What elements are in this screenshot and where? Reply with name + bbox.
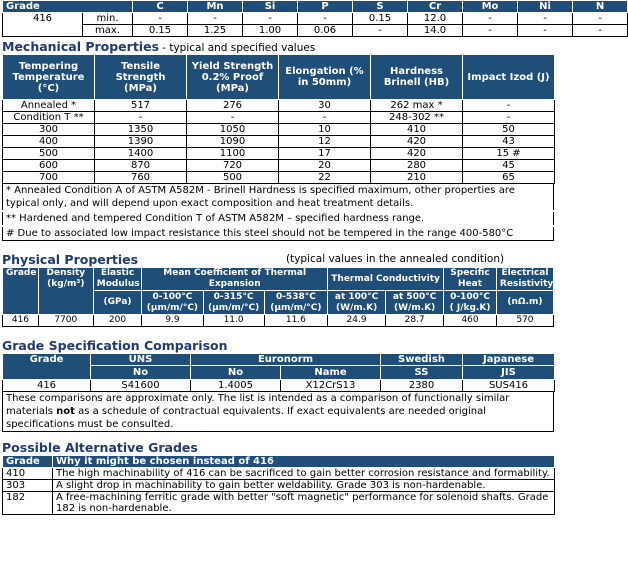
alternative-reason: The high machinability of 416 can be sacrificed to gain better corrosion resistance and formability. [53,468,555,480]
mechanical-cell: 20 [279,160,371,172]
comparison-note-start: These comparisons are approximate only. The list is intended as a comparison of functionally similar materials [6,393,510,417]
composition-cell: max. [83,25,133,37]
physical-header-modulus-unit: (GPa) [93,291,142,315]
mechanical-cell: 10 [279,124,371,136]
physical-header-expansion: Mean Coefficient of Thermal Expansion [142,268,328,291]
composition-cell: - [298,13,353,25]
physical-header-exp3: 0-538°C (µm/m/°C) [264,291,327,315]
mechanical-cell: 1090 [187,136,279,148]
physical-heading [2,252,554,267]
mechanical-header-cell: Yield Strength 0.2% Proof (MPa) [187,55,279,100]
alternative-row [3,480,555,492]
comparison-header-euronorm: Euronorm [191,354,381,366]
mechanical-header-cell: Hardness Brinell (HB) [371,55,463,100]
mechanical-title: Mechanical Properties [2,39,160,54]
comparison-row [3,380,555,392]
mechanical-cell: 1400 [95,148,187,160]
alternative-grade: 182 [3,492,53,515]
mechanical-cell: Annealed * [3,100,95,112]
mechanical-cell: - [463,112,555,124]
composition-cell: 12.0 [408,13,463,25]
mechanical-cell: 500 [187,172,279,184]
physical-header-density-unit: (kg/m³) [47,279,85,289]
mechanical-row [3,136,555,148]
physical-cell: 9.9 [142,315,203,327]
comparison-header-swedish-ss: SS [381,366,463,380]
mechanical-row [3,124,555,136]
mechanical-cell: 500 [3,148,95,160]
composition-cell: - [573,13,628,25]
mechanical-cell: 410 [371,124,463,136]
mechanical-cell: - [463,100,555,112]
mechanical-header-cell: Tensile Strength (MPa) [95,55,187,100]
mechanical-cell: 1390 [95,136,187,148]
comparison-header-japanese-jis: JIS [463,366,555,380]
mechanical-cell: 517 [95,100,187,112]
mechanical-subtitle: - typical and specified values [162,42,316,54]
mechanical-row [3,148,555,160]
physical-header-cond2: at 500°C (W/m.K) [386,291,444,315]
mechanical-cell: 276 [187,100,279,112]
composition-cell: - [353,25,408,37]
mechanical-heading [2,39,554,54]
physical-table [2,267,554,327]
composition-header-si: Si [243,1,298,13]
mechanical-cell: 65 [463,172,555,184]
alternative-row [3,468,555,480]
comparison-cell: S41600 [91,380,191,392]
alternative-reason: A slight drop in machinability to gain better weldability. Grade 303 is non-hardenable. [53,480,555,492]
comparison-header-euro-name: Name [281,366,381,380]
physical-cell: 11.0 [203,315,264,327]
mechanical-cell: 43 [463,136,555,148]
composition-cell: min. [83,13,133,25]
mechanical-note-tempering: # Due to associated low impact resistance this steel should not be tempered in the range 400-580°C [2,227,554,241]
alternative-reason: A free-machining ferritic grade with better "soft magnetic" performance for solenoid shafts. Grade 182 is non-hardenable. [53,492,555,515]
composition-header-c: C [133,1,188,13]
mechanical-header-cell: Elongation (% in 50mm) [279,55,371,100]
composition-cell: 0.15 [133,25,188,37]
mechanical-cell: 45 [463,160,555,172]
composition-cell: - [518,13,573,25]
mechanical-cell: 50 [463,124,555,136]
mechanical-header [3,55,555,100]
composition-cell: 1.00 [243,25,298,37]
comparison-header-uns: UNS [91,354,191,366]
mechanical-cell: 248-302 ** [371,112,463,124]
mechanical-cell: - [95,112,187,124]
mechanical-row [3,160,555,172]
comparison-header-euro-no: No [191,366,281,380]
alternatives-body [3,468,555,515]
comparison-header-uns-no: No [91,366,191,380]
comparison-title: Grade Specification Comparison [2,338,228,353]
comparison-note-emphasis: not [56,406,75,417]
composition-table [2,0,628,37]
comparison-note-end: as a schedule of contractual equivalents. If exact equivalents are needed original specifications must be consulted. [6,406,487,430]
composition-header-s: S [353,1,408,13]
mechanical-row [3,112,555,124]
physical-header-density [38,268,93,315]
mechanical-cell: 1350 [95,124,187,136]
comparison-header-row-1 [3,354,555,366]
composition-cell: 1.25 [188,25,243,37]
mechanical-cell: 600 [3,160,95,172]
composition-cell: - [463,13,518,25]
composition-cell: - [188,13,243,25]
composition-cell: - [463,25,518,37]
physical-header-sh-unit: 0-100°C ( J/kg.K) [444,291,497,315]
mechanical-cell: - [279,112,371,124]
physical-cell: 200 [93,315,142,327]
physical-cell: 24.9 [328,315,386,327]
alternatives-header [3,456,555,468]
mechanical-cell: 12 [279,136,371,148]
physical-row [3,315,554,327]
comparison-cell: 2380 [381,380,463,392]
alternatives-header-grade: Grade [3,456,53,468]
composition-cell: 0.15 [353,13,408,25]
comparison-cell: 1.4005 [191,380,281,392]
physical-header-grade: Grade [3,268,39,315]
composition-header [3,1,628,13]
composition-row-min [3,13,628,25]
comparison-header-grade: Grade [3,354,91,380]
mechanical-cell: 17 [279,148,371,160]
comparison-note [2,392,554,432]
comparison-heading [2,338,554,353]
alternative-grade: 410 [3,468,53,480]
mechanical-cell: 720 [187,160,279,172]
alternative-row [3,492,555,515]
mechanical-cell: 700 [3,172,95,184]
composition-cell: - [243,13,298,25]
mechanical-cell: 15 # [463,148,555,160]
mechanical-cell: 300 [3,124,95,136]
mechanical-cell: 400 [3,136,95,148]
comparison-header-japanese: Japanese [463,354,555,366]
physical-header-cond1: at 100°C (W/m.K) [328,291,386,315]
composition-header-mo: Mo [463,1,518,13]
physical-cell: 7700 [38,315,93,327]
mechanical-header-cell: Impact Izod (J) [463,55,555,100]
mechanical-cell: 22 [279,172,371,184]
mechanical-table [2,54,555,184]
composition-cell: 14.0 [408,25,463,37]
mechanical-cell: 1100 [187,148,279,160]
mechanical-cell: 262 max * [371,100,463,112]
physical-cell: 570 [496,315,553,327]
physical-title: Physical Properties [2,252,139,267]
physical-cell: 11.6 [264,315,327,327]
composition-header-mn: Mn [188,1,243,13]
composition-header-grade: Grade [3,1,133,13]
mechanical-cell: 210 [371,172,463,184]
mechanical-body [3,100,555,184]
alternatives-heading [2,440,554,455]
physical-cell: 416 [3,315,39,327]
physical-cell: 28.7 [386,315,444,327]
mechanical-cell: 1050 [187,124,279,136]
comparison-cell: SUS416 [463,380,555,392]
mechanical-cell: 30 [279,100,371,112]
composition-cell: 0.06 [298,25,353,37]
alternative-grade: 303 [3,480,53,492]
composition-cell: - [133,13,188,25]
physical-header-modulus: Elastic Modulus [93,268,142,291]
composition-header-cr: Cr [408,1,463,13]
mechanical-cell: 420 [371,136,463,148]
mechanical-row [3,172,555,184]
composition-header-ni: Ni [518,1,573,13]
mechanical-cell: 280 [371,160,463,172]
alternatives-table [2,455,555,515]
mechanical-note-condition-t: ** Hardened and tempered Condition T of ASTM A582M – specified hardness range. [2,212,554,225]
mechanical-cell: 420 [371,148,463,160]
comparison-cell: 416 [3,380,91,392]
composition-row-max [3,25,628,37]
composition-cell: - [518,25,573,37]
physical-header-specific-heat: Specific Heat [444,268,497,291]
physical-header-conductivity: Thermal Conductivity [328,268,444,291]
mechanical-note-annealed: * Annealed Condition A of ASTM A582M - Brinell Hardness is specified maximum, other properties are typical only, and will depend upon exact composition and heat treatment details. [2,184,554,210]
physical-subtitle: (typical values in the annealed condition) [286,253,505,265]
mechanical-cell: 870 [95,160,187,172]
comparison-table [2,353,555,392]
composition-grade: 416 [3,13,83,37]
composition-cell: - [573,25,628,37]
physical-header-resistivity: Electrical Resistivity [496,268,553,291]
physical-header-row-1 [3,268,554,291]
composition-header-n: N [573,1,628,13]
alternatives-header-why: Why it might be chosen instead of 416 [53,456,555,468]
mechanical-cell: 760 [95,172,187,184]
mechanical-header-cell: Tempering Temperature (°C) [3,55,95,100]
comparison-cell: X12CrS13 [281,380,381,392]
physical-header-exp1: 0-100°C (µm/m/°C) [142,291,203,315]
physical-cell: 460 [444,315,497,327]
mechanical-cell: - [187,112,279,124]
physical-header-res-unit: (nΩ.m) [496,291,553,315]
physical-header-density-label: Density [46,268,86,278]
mechanical-cell: Condition T ** [3,112,95,124]
mechanical-row [3,100,555,112]
physical-header-exp2: 0-315°C (µm/m/°C) [203,291,264,315]
comparison-header-swedish: Swedish [381,354,463,366]
alternatives-title: Possible Alternative Grades [2,440,198,455]
composition-header-p: P [298,1,353,13]
